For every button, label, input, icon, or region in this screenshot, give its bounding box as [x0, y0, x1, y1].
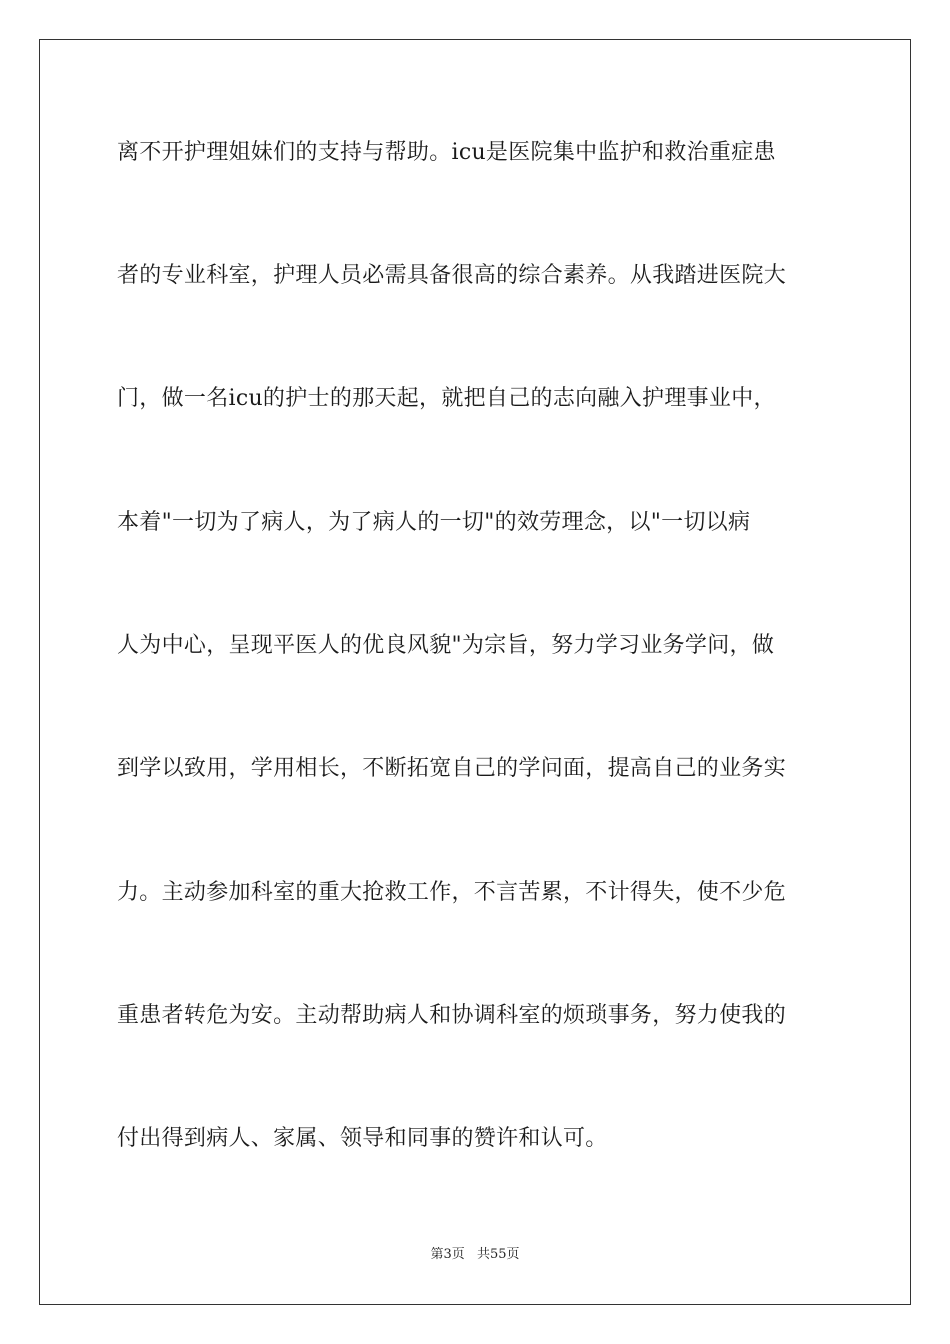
text-line: 离不开护理姐妹们的支持与帮助。icu是医院集中监护和救治重症患: [117, 140, 776, 165]
page-frame: [39, 39, 911, 1305]
text-line: 者的专业科室，护理人员必需具备很高的综合素养。从我踏进医院大: [117, 263, 787, 288]
text-line: 本着"一切为了病人，为了病人的一切"的效劳理念，以"一切以病: [117, 510, 751, 535]
page-number: 第3页: [430, 1247, 465, 1262]
text-line: 门，做一名icu的护士的那天起，就把自己的志向融入护理事业中，: [117, 386, 776, 411]
page-total: 共55页: [476, 1247, 520, 1262]
text-line: 到学以致用，学用相长，不断拓宽自己的学问面，提高自己的业务实: [117, 756, 787, 781]
text-line: 力。主动参加科室的重大抢救工作，不言苦累，不计得失，使不少危: [117, 880, 787, 905]
text-line: 人为中心，呈现平医人的优良风貌"为宗旨，努力学习业务学问，做: [117, 633, 775, 658]
text-line: 付出得到病人、家属、领导和同事的赞许和认可。: [117, 1126, 608, 1151]
text-line: 重患者转危为安。主动帮助病人和协调科室的烦琐事务，努力使我的: [117, 1003, 787, 1028]
page-footer: [0, 1246, 950, 1264]
